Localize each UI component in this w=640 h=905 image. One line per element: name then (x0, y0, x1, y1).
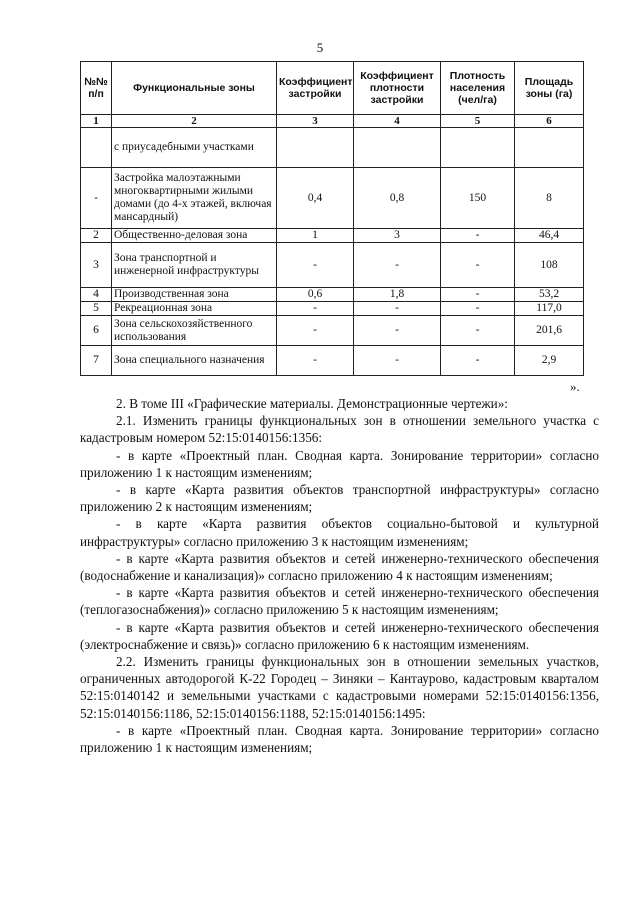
col-number: 4 (354, 115, 441, 128)
cell-population: - (441, 316, 515, 346)
cell-number: 2 (81, 229, 112, 243)
paragraph-item: - в карте «Карта развития объектов социально-бытовой и культурной инфраструктуры» согласно приложению 3 к настоящим изменениям; (80, 516, 599, 549)
header-number: №№ п/п (81, 62, 112, 115)
cell-population: - (441, 229, 515, 243)
cell-area: 46,4 (515, 229, 584, 243)
cell-density-coef: - (354, 346, 441, 376)
paragraph-item: - в карте «Карта развития объектов и сетей инженерно-технического обеспечения (теплогазоснабжения)» согласно приложению 5 к настоящим изменениям; (80, 585, 599, 618)
functional-zones-table (80, 61, 584, 376)
table-row (81, 316, 584, 346)
cell-build-coef (277, 128, 354, 168)
cell-density-coef: 1,8 (354, 288, 441, 302)
cell-area: 201,6 (515, 316, 584, 346)
cell-build-coef: 0,6 (277, 288, 354, 302)
cell-area: 8 (515, 168, 584, 229)
document-body (80, 395, 599, 756)
header-zone: Функциональные зоны (112, 62, 277, 115)
cell-build-coef: - (277, 302, 354, 316)
cell-area: 108 (515, 243, 584, 288)
table-row (81, 128, 584, 168)
cell-zone: Производственная зона (112, 288, 277, 302)
header-density-coef: Коэффициент плотности застройки (354, 62, 441, 115)
cell-population: 150 (441, 168, 515, 229)
cell-zone: с приусадебными участками (112, 128, 277, 168)
paragraph-item: - в карте «Карта развития объектов транспортной инфраструктуры» согласно приложению 2 к настоящим изменениям; (80, 482, 599, 515)
paragraph-section-2: 2. В томе III «Графические материалы. Демонстрационные чертежи»: (116, 396, 508, 411)
cell-area (515, 128, 584, 168)
cell-zone: Общественно-деловая зона (112, 229, 277, 243)
cell-build-coef: - (277, 316, 354, 346)
table-row (81, 168, 584, 229)
closing-quote-mark: ». (570, 379, 580, 394)
table-row (81, 346, 584, 376)
table-row (81, 302, 584, 316)
paragraph-2-2: 2.2. Изменить границы функциональных зон в отношении земельных участков, ограниченных автодорогой К-22 Городец – Зиняки – Кантаурово, кадастровым кварталом 52:15:0140142 и земельными участками с кадастровыми номерами 52:15:0140156:1356, 52:15:0140156:1186, 52:15:0140156:1188, 52:15:0140156:1495: (80, 654, 599, 721)
paragraph-item: - в карте «Проектный план. Сводная карта. Зонирование территории» согласно приложению 1 к настоящим изменениям; (80, 447, 599, 480)
cell-population: - (441, 302, 515, 316)
table-header-row (81, 62, 584, 115)
table-row (81, 243, 584, 288)
cell-population: - (441, 288, 515, 302)
cell-density-coef: - (354, 302, 441, 316)
cell-population: - (441, 243, 515, 288)
cell-area: 2,9 (515, 346, 584, 376)
col-number: 1 (81, 115, 112, 128)
table-row (81, 288, 584, 302)
cell-number: - (81, 168, 112, 229)
col-number: 2 (112, 115, 277, 128)
cell-zone: Рекреационная зона (112, 302, 277, 316)
paragraph-item: - в карте «Карта развития объектов и сетей инженерно-технического обеспечения (водоснабжение и канализация)» согласно приложению 4 к настоящим изменениям; (80, 550, 599, 584)
col-number: 3 (277, 115, 354, 128)
header-build-coef: Коэффициент застройки (277, 62, 354, 115)
paragraph-item: - в карте «Карта развития объектов и сетей инженерно-технического обеспечения (электроснабжение и связь)» согласно приложению 6 к настоящим изменениям. (80, 619, 599, 652)
cell-number: 5 (81, 302, 112, 316)
cell-build-coef: - (277, 243, 354, 288)
cell-zone: Застройка малоэтажными многоквартирными жилыми домами (до 4-х этажей, включая мансардный) (112, 168, 277, 229)
header-population: Плотность населения (чел/га) (441, 62, 515, 115)
cell-build-coef: 0,4 (277, 168, 354, 229)
column-number-row (81, 115, 584, 128)
cell-number: 7 (81, 346, 112, 376)
paragraph-2-1: 2.1. Изменить границы функциональных зон в отношении земельного участка с кадастровым номером 52:15:0140156:1356: (80, 413, 599, 446)
cell-density-coef: - (354, 316, 441, 346)
cell-population (441, 128, 515, 168)
cell-number (81, 128, 112, 168)
page-number: 5 (316, 40, 324, 55)
cell-population: - (441, 346, 515, 376)
paragraph-item: - в карте «Проектный план. Сводная карта. Зонирование территории» согласно приложению 1 к настоящим изменениям; (80, 722, 599, 756)
cell-area: 53,2 (515, 288, 584, 302)
cell-zone: Зона сельскохозяйственного использования (112, 316, 277, 346)
col-number: 6 (515, 115, 584, 128)
col-number: 5 (441, 115, 515, 128)
cell-zone: Зона специального назначения (112, 346, 277, 376)
cell-density-coef: - (354, 243, 441, 288)
header-area: Площадь зоны (га) (515, 62, 584, 115)
cell-number: 4 (81, 288, 112, 302)
cell-area: 117,0 (515, 302, 584, 316)
cell-number: 6 (81, 316, 112, 346)
cell-number: 3 (81, 243, 112, 288)
table-row (81, 229, 584, 243)
cell-density-coef: 3 (354, 229, 441, 243)
cell-build-coef: - (277, 346, 354, 376)
cell-zone: Зона транспортной и инженерной инфраструктуры (112, 243, 277, 288)
cell-density-coef (354, 128, 441, 168)
cell-density-coef: 0,8 (354, 168, 441, 229)
cell-build-coef: 1 (277, 229, 354, 243)
